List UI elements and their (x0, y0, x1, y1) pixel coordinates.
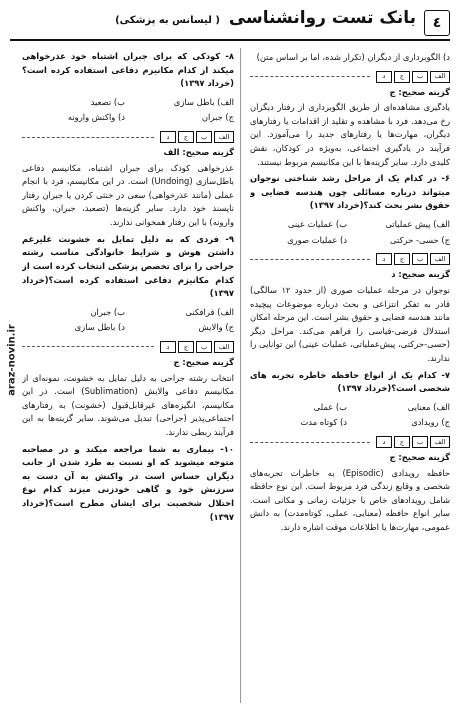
dashed-separator (22, 346, 154, 347)
book-title-text: بانک تست روانشناسی (228, 8, 416, 28)
answer-box-a[interactable]: الف (214, 131, 234, 143)
header-divider (10, 39, 450, 41)
question-10: ۱۰- بیماری به شما مراجعه میکند و در مصاحبه متوجه میشوید که او نسبت به طرد شدن از جانب دیگران حساس است در واکنش به آن دست به سرزنش خود و گاهی خودزنی میزند کدام نوع اختلال شخصیت برای ایشان مطرح است؟(خرداد ۱۳۹۷) (22, 443, 234, 522)
option-item: ج) والایش (198, 322, 234, 333)
explanation: یادگیری مشاهده‌ای از طریق الگوبرداری از رفتار دیگران رخ می‌دهد. فرد با مشاهده و تقلید از اقدامات یا رفتارهای دیگران، مهارت‌ها یا رفتارهای جدید را می‌آموزد. این فرآیند در یادگیری اجتماعی، به‌ویژه در کودکان، نقش کلیدی دارد. سایر گزینه‌ها با این مکانیسم مربوط نیستند. (250, 102, 450, 167)
option-item: د) عملیات صوری (287, 234, 347, 245)
option-item: د) کوتاه مدت (300, 417, 347, 428)
answer-box-d[interactable]: د (376, 436, 392, 448)
option-item: ب) جبران (90, 306, 125, 317)
side-watermark (5, 300, 19, 420)
option-item: ب) عملی (313, 401, 347, 412)
page-header (10, 8, 450, 40)
answer-box-c[interactable]: ج (394, 436, 410, 448)
answer-box-b[interactable]: ب (196, 341, 212, 353)
correct-answer-value: د (391, 269, 396, 280)
option-item: ج) رویدادی (411, 417, 450, 428)
option-item: الف) باطل سازی (173, 96, 234, 107)
answer-box-a[interactable]: الف (430, 71, 450, 83)
correct-answer (250, 86, 450, 100)
question-9: ۹- فردی که به دلیل تمایل به خشونت علیرغم داشتن هوش و شرایط خانوادگی مناسب رشته جراحی را برای تخصص پزشکی انتخاب کرده است از کدام مکانیزم دفاعی استفاده کرده است؟(خرداد ۱۳۹۷) (22, 233, 234, 299)
correct-answer-value: ج (389, 452, 396, 463)
column-divider (240, 48, 241, 703)
answer-box-d[interactable]: د (160, 341, 176, 353)
option-item: ب) عملیات عینی (287, 219, 347, 230)
option-item: د) باطل سازی (74, 322, 125, 333)
option-item: ج) حسی- حرکتی (390, 234, 450, 245)
correct-answer-label: گزینه صحیح: (182, 147, 234, 158)
answer-box-c[interactable]: ج (394, 253, 410, 265)
answer-box-c[interactable]: ج (178, 341, 194, 353)
explanation: نوجوان در مرحله عملیات صوری (از حدود ۱۲ سالگی) قادر به تفکر انتزاعی و بحث درباره موضوعات پیچیده مانند هندسه فضایی و حقوق بشر است. این مرحله امکان استدلال فرضی-قیاسی را فراهم می‌کند. مراحل دیگر (حسی-حرکتی، پیش‌عملیاتی، عملیات عینی) این توانایی را ندارند. (250, 284, 450, 363)
correct-answer-label: گزینه صحیح: (398, 269, 450, 280)
option-item: الف) معنایی (407, 401, 450, 412)
answer-boxes (376, 436, 450, 448)
option-list (250, 50, 450, 66)
answer-box-d[interactable]: د (376, 71, 392, 83)
answer-boxes (160, 341, 234, 353)
answer-box-row (250, 436, 450, 448)
correct-answer-value: الف (163, 147, 180, 158)
correct-answer-label: گزینه صحیح: (398, 452, 450, 463)
answer-box-a[interactable]: الف (430, 253, 450, 265)
correct-answer-value: ج (389, 86, 396, 97)
question-9-options (22, 305, 234, 336)
answer-box-c[interactable]: ج (394, 71, 410, 83)
answer-box-b[interactable]: ب (412, 71, 428, 83)
answer-box-a[interactable]: الف (430, 436, 450, 448)
answer-box-row (250, 253, 450, 265)
answer-box-row (250, 71, 450, 83)
left-column (22, 48, 234, 707)
right-column (250, 48, 450, 707)
question-6: ۶- در کدام یک از مراحل رشد شناختی نوجوان میتواند درباره مسائلی چون هندسه فضایی و حقوق بشر بحث کند؟(خرداد ۱۳۹۷) (250, 173, 450, 211)
dashed-separator (250, 442, 370, 443)
dashed-separator (250, 259, 370, 260)
answer-box-d[interactable]: د (376, 253, 392, 265)
correct-answer-label: گزینه صحیح: (182, 356, 234, 367)
option-item: الف) فرافکنی (185, 306, 234, 317)
correct-answer (250, 451, 450, 465)
correct-answer (22, 146, 234, 160)
answer-box-b[interactable]: ب (412, 253, 428, 265)
option-item: ج) جبران (201, 112, 234, 123)
book-title (115, 8, 416, 28)
question-8-options (22, 95, 234, 126)
answer-box-row (22, 341, 234, 353)
explanation: انتخاب رشته جراحی به دلیل تمایل به خشونت، نمونه‌ای از مکانیسم دفاعی والایش (Sublimation) است. در این مکانیسم، انگیزه‌های غیرقابل‌قبول (خشونت) به رفتارهای اجتماعی‌پذیر (جراحی) تبدیل می‌شوند. سایر گزینه‌ها به این فرآیند ربطی ندارند. (22, 372, 234, 438)
explanation: حافظه رویدادی (Episodic) به خاطرات تجربه‌های شخصی و وقایع زندگی فرد مربوط است. این نوع حافظه شامل رویدادهای خاص با جزئیات زمانی و مکانی است. سایر انواع حافظه (معنایی، عملی، کوتاه‌مدت) به دانش عمومی، مهارت‌ها یا اطلاعات موقت اشاره دارند. (250, 467, 450, 533)
answer-boxes (160, 131, 234, 143)
question-6-options (250, 217, 450, 248)
correct-answer (250, 268, 450, 282)
answer-boxes (376, 71, 450, 83)
question-7: ۷- کدام یک از انواع حافظه خاطره تجربه های شخصی است؟(خرداد ۱۳۹۷) (250, 369, 450, 394)
question-8: ۸- کودکی که برای جبران اشتباه خود عذرخواهی میکند از کدام مکانیزم دفاعی استفاده کرده است؟(خرداد ۱۳۹۷) (22, 51, 234, 89)
answer-boxes (376, 253, 450, 265)
explanation: عذرخواهی کودک برای جبران اشتباه، مکانیسم دفاعی باطل‌سازی (Undoing) است. در این مکانیسم، فرد با انجام عملی (مانند عذرخواهی) سعی در خنثی کردن یا جبران رفتار ناپسند خود دارد. سایر گزینه‌ها (تصعید، جبران، واکنش وارونه) با این رفتار همخوانی ندارند. (22, 162, 234, 228)
option-item: د) الگوبرداری از دیگران (تکرار شده، اما بر اساس متن) (256, 52, 450, 62)
answer-box-d[interactable]: د (160, 131, 176, 143)
option-item: د) واکنش وارونه (67, 112, 125, 123)
question-7-options (250, 400, 450, 431)
watermark-text: araz-novin.ir (6, 324, 18, 396)
correct-answer-label: گزینه صحیح: (398, 86, 450, 97)
correct-answer-value: ج (173, 356, 180, 367)
correct-answer (22, 356, 234, 370)
dashed-separator (250, 76, 370, 77)
dashed-separator (22, 137, 154, 138)
answer-box-c[interactable]: ج (178, 131, 194, 143)
page-number: ٤ (424, 10, 450, 36)
option-item: ب) تصعید (90, 96, 125, 107)
book-subtitle: ( لیسانس به پزشکی) (115, 15, 220, 26)
answer-box-b[interactable]: ب (196, 131, 212, 143)
answer-box-a[interactable]: الف (214, 341, 234, 353)
option-item: الف) پیش عملیاتی (385, 219, 450, 230)
answer-box-row (22, 131, 234, 143)
answer-box-b[interactable]: ب (412, 436, 428, 448)
